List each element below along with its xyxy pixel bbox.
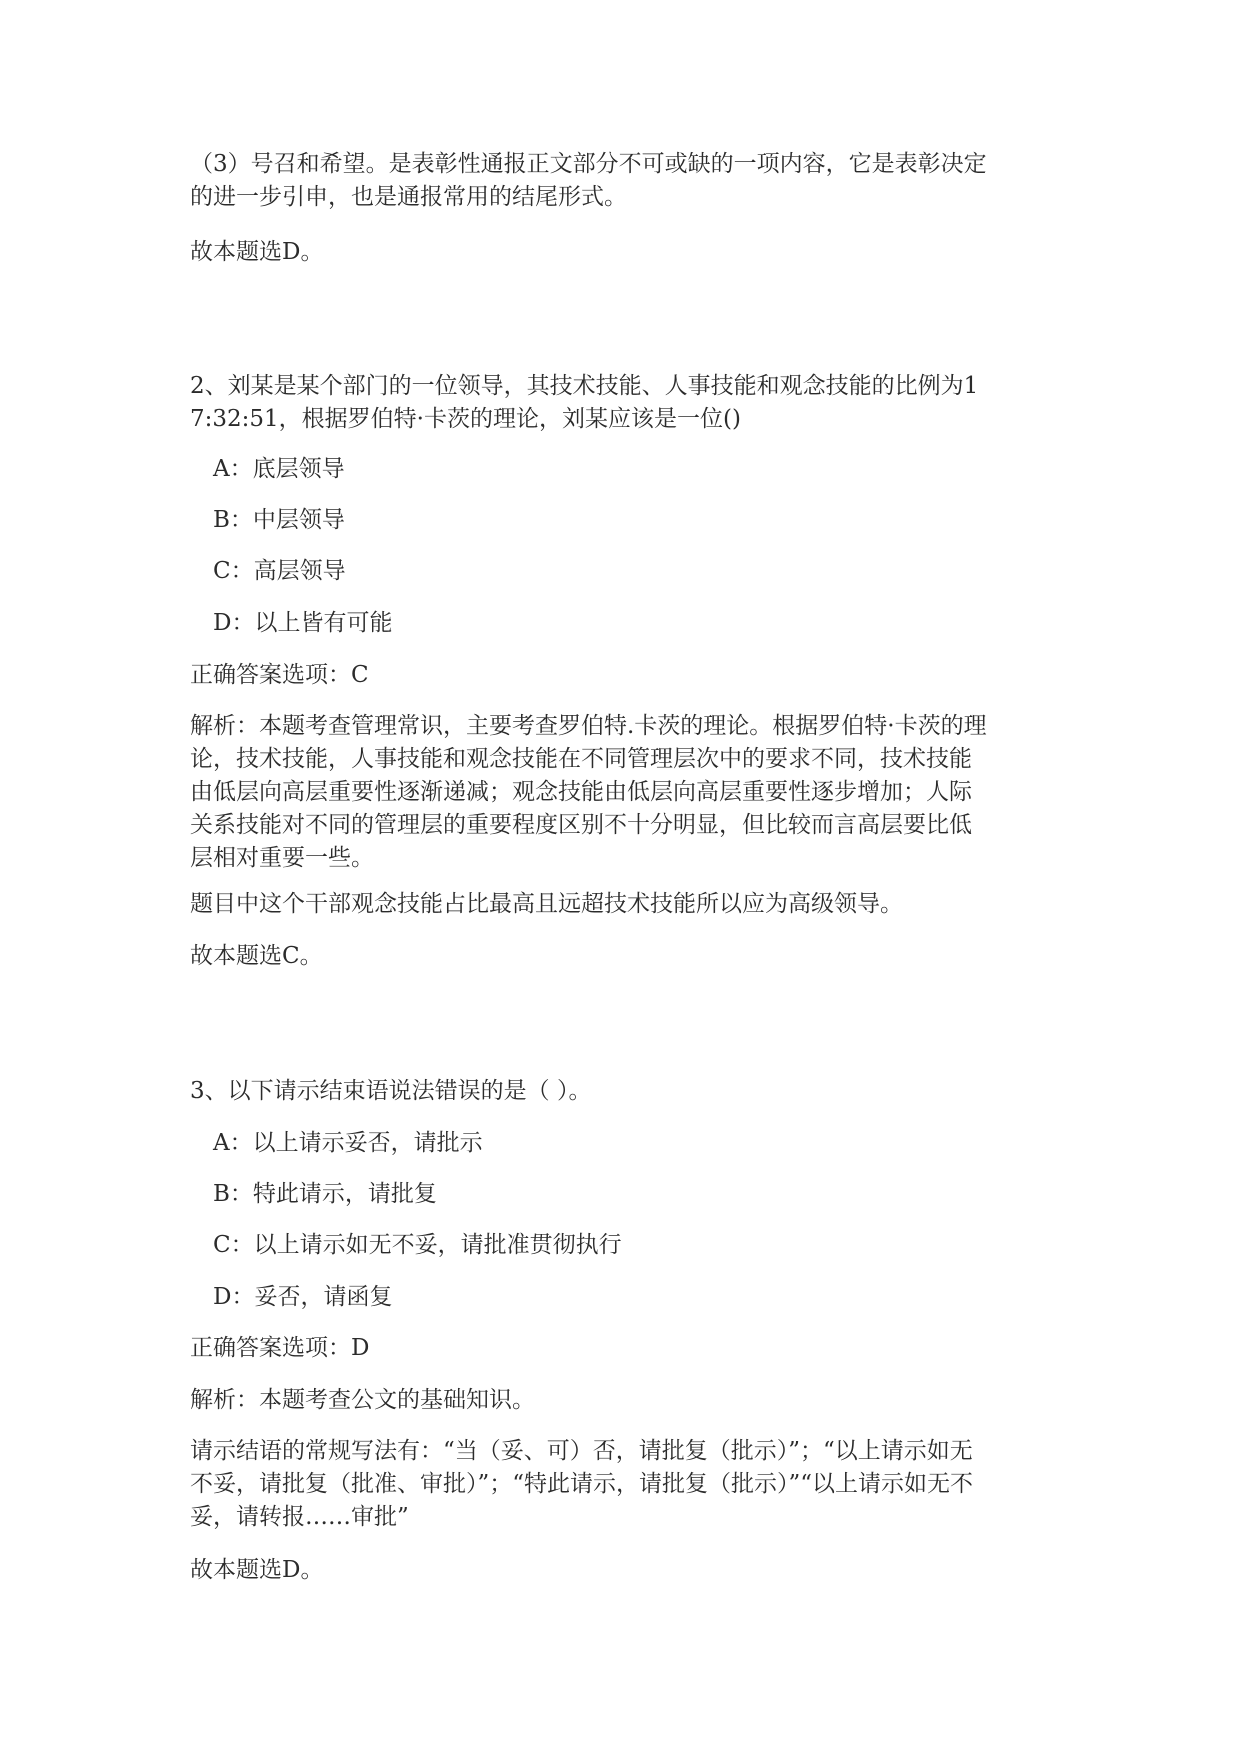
question-3-option-a: A：以上请示妥否，请批示 — [213, 1130, 483, 1156]
question-3-option-b: B：特此请示，请批复 — [213, 1181, 437, 1207]
text-line: 由低层向高层重要性逐渐递减；观念技能由低层向高层重要性逐步增加；人际 — [190, 779, 972, 805]
text-line: 2、刘某是某个部门的一位领导，其技术技能、人事技能和观念技能的比例为1 — [190, 373, 979, 399]
text-line: （3）号召和希望。是表彰性通报正文部分不可或缺的一项内容，它是表彰决定 — [190, 151, 987, 177]
question-2-option-c: C：高层领导 — [213, 558, 346, 584]
text-line: 的进一步引申，也是通报常用的结尾形式。 — [190, 184, 627, 210]
question-2-answer: 正确答案选项：C — [190, 662, 369, 688]
question-3-analysis: 解析：本题考查公文的基础知识。 — [190, 1387, 535, 1413]
text-line: 层相对重要一些。 — [190, 845, 374, 871]
question-2-option-a: A：底层领导 — [213, 456, 345, 482]
question-3-conclusion: 故本题选D。 — [190, 1557, 324, 1583]
text-line: 7:32:51，根据罗伯特·卡茨的理论，刘某应该是一位() — [190, 406, 741, 432]
question-2-note: 题目中这个干部观念技能占比最高且远超技术技能所以应为高级领导。 — [190, 891, 903, 917]
text-line: 不妥，请批复（批准、审批）”；“特此请示，请批复（批示）”“以上请示如无不 — [190, 1471, 974, 1497]
text-line: 解析：本题考查管理常识，主要考查罗伯特.卡茨的理论。根据罗伯特·卡茨的理 — [190, 713, 987, 739]
text-line: 请示结语的常规写法有：“当（妥、可）否，请批复（批示）”；“以上请示如无 — [190, 1438, 973, 1464]
question-3-option-d: D：妥否，请函复 — [213, 1284, 393, 1310]
prev-paragraph — [190, 148, 1055, 214]
question-2-conclusion: 故本题选C。 — [190, 943, 323, 969]
text-line: 论，技术技能，人事技能和观念技能在不同管理层次中的要求不同，技术技能 — [190, 746, 972, 772]
prev-conclusion: 故本题选D。 — [190, 239, 324, 265]
question-3-stem: 3、以下请示结束语说法错误的是（ ）。 — [190, 1078, 592, 1104]
text-line: 关系技能对不同的管理层的重要程度区别不十分明显，但比较而言高层要比低 — [190, 812, 972, 838]
question-3-answer: 正确答案选项：D — [190, 1335, 370, 1361]
question-2-stem — [190, 370, 1055, 436]
question-2-option-b: B：中层领导 — [213, 507, 345, 533]
question-3-option-c: C：以上请示如无不妥，请批准贯彻执行 — [213, 1232, 622, 1258]
text-line: 妥，请转报……审批” — [190, 1504, 409, 1530]
question-3-explanation — [190, 1435, 1055, 1534]
question-2-option-d: D：以上皆有可能 — [213, 610, 393, 636]
question-2-analysis — [190, 710, 1055, 875]
